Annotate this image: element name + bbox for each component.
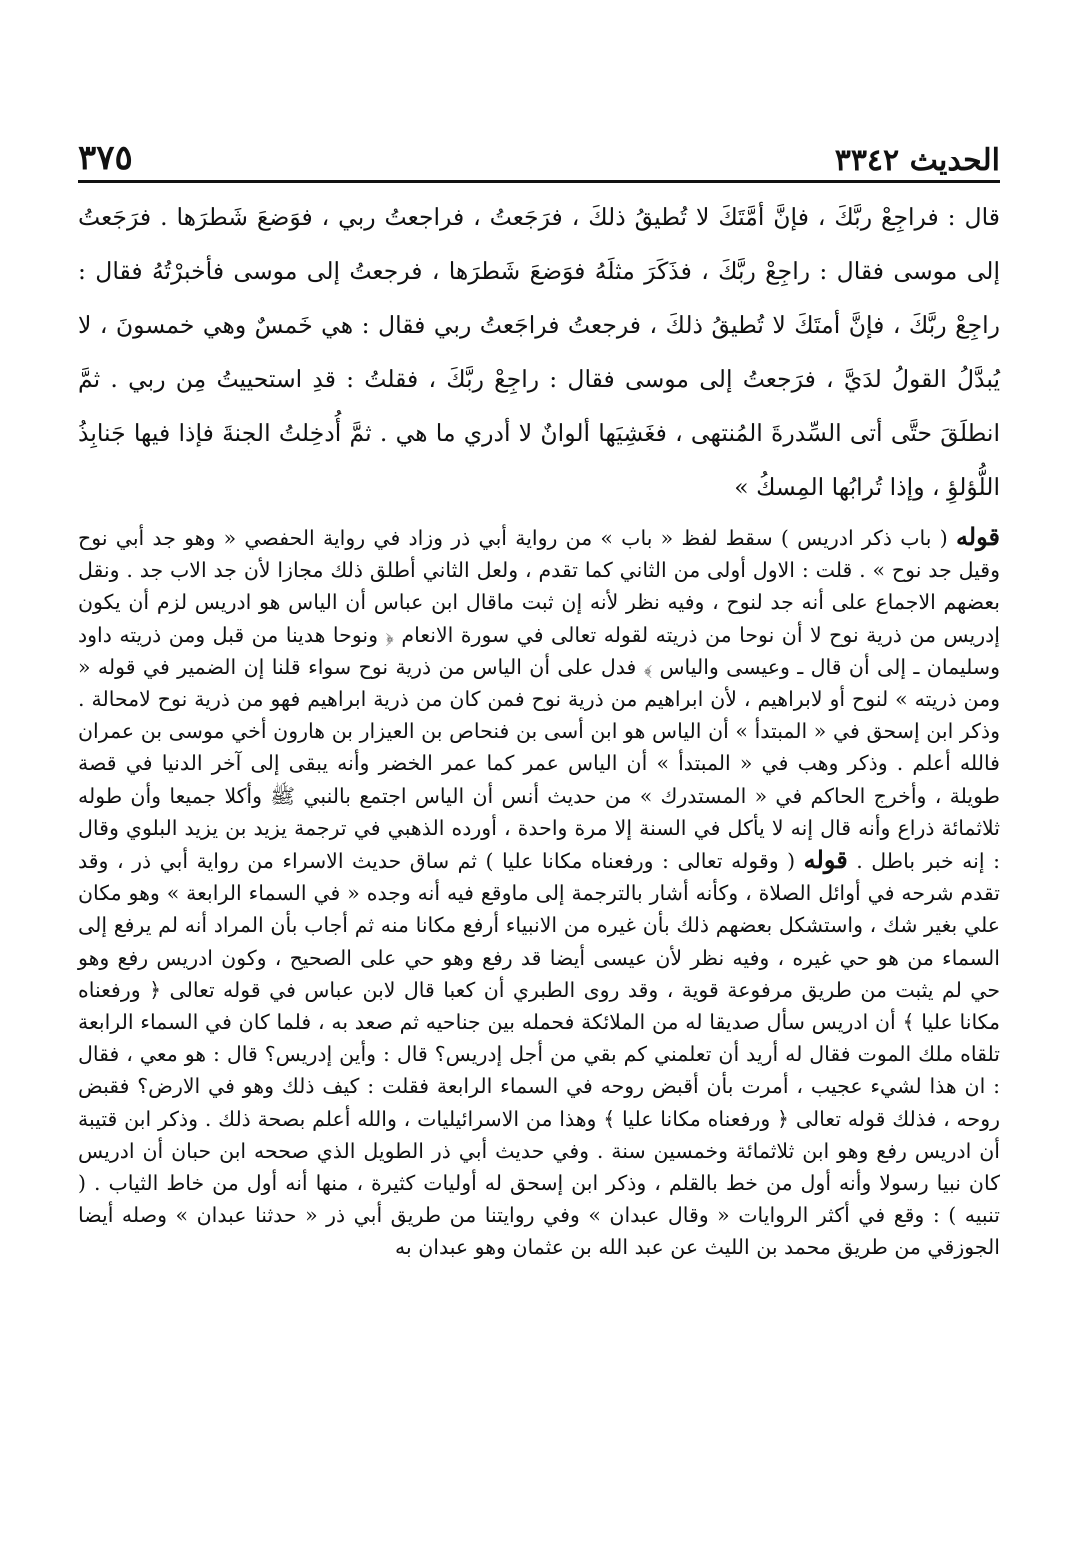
hadith-text: قال : فراجِعْ ربَّكَ ، فإنَّ أمَّتَكَ لا تُطيقُ ذلكَ ، فرَجَعتُ ، فراجعتُ ربي ، فوَضعَ شَطرَها . فرَجَعتُ إلى موسى فقال : راجِعْ ربَّكَ ، فذَكَرَ مثلَهُ فوَضعَ شَطرَها ، فرجعتُ إلى موسى فأخبرْتُهُ فقال : راجِعْ ربَّكَ ، فإنَّ أمتَكَ لا تُطيقُ ذلكَ ، فرجعتُ فراجَعتُ ربي فقال : هي خَمسٌ وهي خمسونَ ، لا يُبدَّلُ القولُ لدَيَّ ، فرَجعتُ إلى موسى فقال : راجِعْ ربَّكَ ، فقلتُ : قدِ استحييتُ مِن ربي . ثمَّ انطلَقَ حتَّى أتى السِّدرةَ المُنتهى ، فغَشِيَها ألوانٌ لا أدري ما هي . ثمَّ أُدخِلتُ الجنةَ فإذا فيها جَنابِذُ اللُّؤلؤِ ، وإذا تُرابُها المِسكُ »	[78, 203, 1000, 501]
qawluhu-marker: قوله	[955, 522, 1000, 551]
page-header	[78, 128, 1000, 178]
header-rule	[78, 180, 1000, 183]
commentary-text-1: ( باب ذكر ادريس ) سقط لفظ « باب » من رواية أبي ذر وزاد في رواية الحفصي « وهو جد أبي نوح وقيل جد نوح » . قلت : الاول أولى من الثاني كما تقدم ، ولعل الثاني أطلق ذلك مجازا لأن جد الاب جد . ونقل بعضهم الاجماع على أنه جد لنوح ، وفيه نظر لأنه إن ثبت ماقال ابن عباس أن الياس هو ادريس لزم أن يكون إدريس من ذرية نوح لا أن نوحا من ذريته لقوله تعالى في سورة الانعام ﴿ ونوحا هدينا من قبل ومن ذريته داود وسليمان ـ إلى أن قال ـ وعيسى والياس ﴾ فدل على أن الياس من ذرية نوح سواء قلنا إن الضمير في قوله « ومن ذريته » لنوح أو لابراهيم ، لأن ابراهيم من ذرية نوح فمن كان من ذرية ابراهيم فهو من ذرية نوح لامحالة . وذكر ابن إسحق في « المبتدأ » أن الياس هو ابن أسى بن فنحاص بن العيزار بن هارون أخي موسى بن عمران فالله أعلم . وذكر وهب في « المبتدأ » أن الياس عمر كما عمر الخضر وأنه يبقى إلى آخر الدنيا في قصة طويلة ، وأخرج الحاكم في « المستدرك » من حديث أنس أن الياس اجتمع بالنبي ﷺ وأكلا جميعا وأن طوله ثلاثمائة ذراع وأنه قال إنه لا يأكل في السنة إلا مرة واحدة ، أورده الذهبي في ترجمة يزيد بن يزيد البلوي وقال : إنه خبر باطل .	[78, 526, 1000, 874]
running-title: الحديث ٣٣٤٢	[834, 143, 1000, 178]
commentary	[78, 521, 1000, 1264]
page-number: ٣٧٥	[78, 138, 133, 178]
qawluhu-marker-2: قوله	[803, 845, 848, 875]
commentary-text-2: ( وقوله تعالى : ورفعناه مكانا عليا ) ثم ساق حديث الاسراء من رواية أبي ذر ، وقد تقدم شرحه في أوائل الصلاة ، وكأنه أشار بالترجمة إلى ماوقع فيه أنه وجده « في السماء الرابعة » وهو مكان علي بغير شك ، واستشكل بعضهم ذلك بأن غيره من الانبياء أرفع مكانا منه ثم أجاب بأن المراد أنه لم يرفع إلى السماء من هو حي غيره ، وفيه نظر لأن عيسى أيضا قد رفع وهو حي على الصحيح ، وكون ادريس رفع وهو حي لم يثبت من طريق مرفوعة قوية ، وقد روى الطبري أن كعبا قال لابن عباس في قوله تعالى ﴿ ورفعناه مكانا عليا ﴾ أن ادريس سأل صديقا له من الملائكة فحمله بين جناحيه ثم صعد به ، فلما كان في السماء الرابعة تلقاه ملك الموت فقال له أريد أن تعلمني كم بقي من أجل إدريس؟ قال : وأين إدريس؟ قال : هو معي ، فقال : ان هذا لشيء عجيب ، أمرت بأن أقبض روحه في السماء الرابعة فقلت : كيف ذلك وهو في الارض؟ فقبض روحه ، فذلك قوله تعالى ﴿ ورفعناه مكانا عليا ﴾ وهذا من الاسرائيليات ، والله أعلم بصحة ذلك . وذكر ابن قتيبة أن ادريس رفع وهو ابن ثلاثمائة وخمسين سنة . وفي حديث أبي ذر الطويل الذي صححه ابن حبان أن ادريس كان نبيا رسولا وأنه أول من خط بالقلم ، وذكر ابن إسحق له أوليات كثيرة ، منها أنه أول من خاط الثياب . ( تنبيه ) : وقع في أكثر الروايات « وقال عبدان » وفي روايتنا من طريق أبي ذر « حدثنا عبدان » وصله أيضا الجوزقي من طريق محمد بن الليث عن عبد الله بن عثمان وهو عبدان به	[78, 849, 1000, 1260]
commentary-paragraph	[78, 521, 1000, 1264]
